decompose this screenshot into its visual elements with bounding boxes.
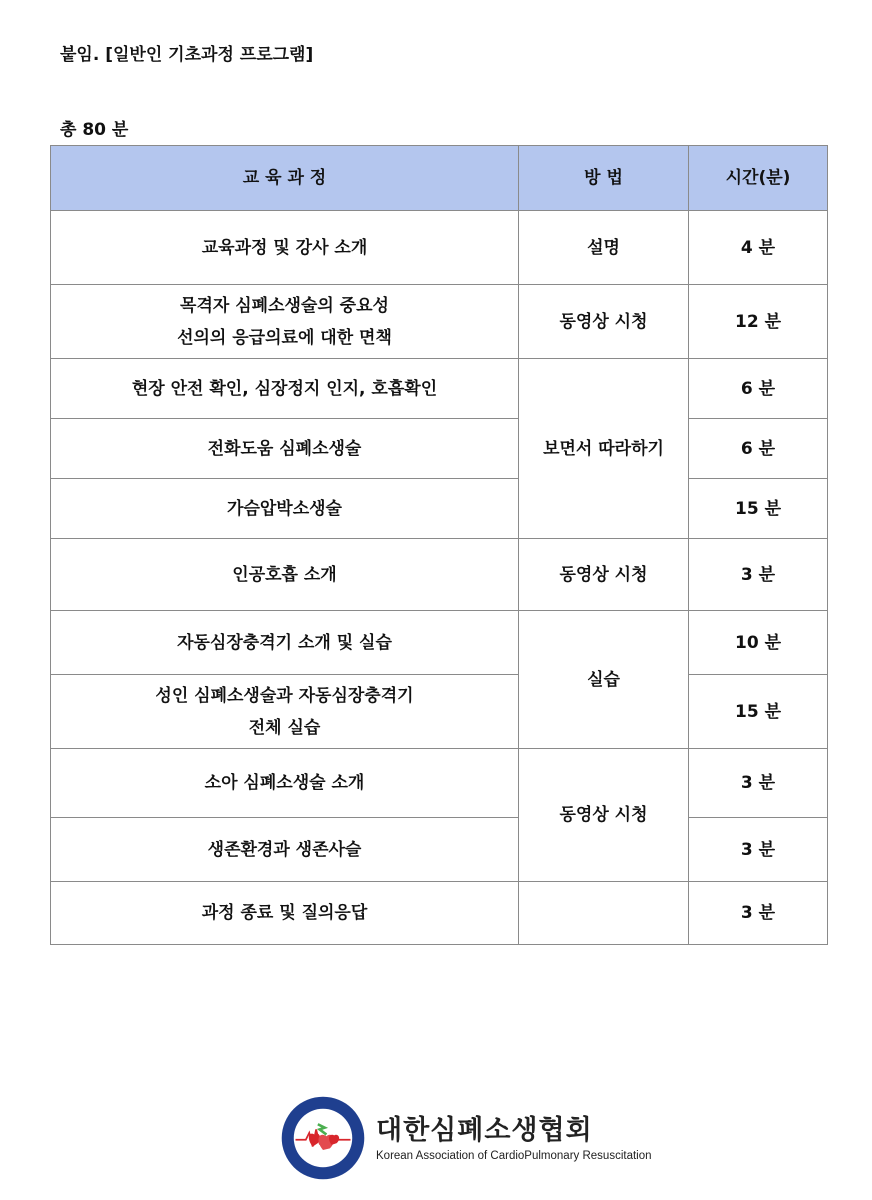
method-cell: 동영상 시청 (519, 285, 689, 359)
method-cell: 보면서 따라하기 (519, 359, 689, 539)
table-row (51, 675, 828, 749)
course-text: 소아 심폐소생술 소개 (204, 773, 365, 793)
time-cell: 3 분 (689, 539, 828, 611)
organization-logo (280, 1093, 652, 1183)
method-cell: 실습 (519, 611, 689, 749)
method-cell: 설명 (519, 211, 689, 285)
course-cell (51, 675, 519, 749)
course-cell (51, 611, 519, 675)
course-cell (51, 479, 519, 539)
table-row (51, 749, 828, 818)
column-header-method: 방 법 (519, 146, 689, 211)
course-cell (51, 211, 519, 285)
method-cell: 동영상 시청 (519, 749, 689, 882)
organization-name-english: Korean Association of CardioPulmonary Resuscitation (376, 1150, 652, 1162)
time-cell: 15 분 (689, 675, 828, 749)
course-text: 성인 심폐소생술과 자동심장충격기 (155, 685, 414, 706)
table-header-row (51, 146, 828, 211)
course-text: 자동심장충격기 소개 및 실습 (177, 632, 392, 653)
association-seal-icon (280, 1095, 366, 1181)
method-cell (519, 882, 689, 945)
program-table (50, 145, 828, 945)
table-row (51, 611, 828, 675)
column-header-course: 교 육 과 정 (51, 146, 519, 211)
course-text: 가슴압박소생술 (227, 498, 342, 519)
course-cell (51, 419, 519, 479)
course-text: 인공호흡 소개 (232, 564, 337, 585)
time-cell: 6 분 (689, 359, 828, 419)
method-cell: 동영상 시청 (519, 539, 689, 611)
table-row (51, 211, 828, 285)
course-text: 목격자 심폐소생술의 중요성 (180, 295, 389, 316)
course-text: 전화도움 심폐소생술 (207, 438, 362, 459)
course-cell (51, 818, 519, 882)
table-row (51, 419, 828, 479)
course-text: 생존환경과 생존사슬 (207, 839, 362, 860)
course-text: 교육과정 및 강사 소개 (201, 237, 368, 258)
table-row (51, 539, 828, 611)
time-cell: 10 분 (689, 611, 828, 675)
course-cell (51, 359, 519, 419)
organization-name: 대한심폐소생협회 (376, 1115, 593, 1146)
course-cell (51, 285, 519, 359)
course-text: 선의의 응급의료에 대한 면책 (177, 327, 392, 348)
course-cell (51, 882, 519, 945)
time-cell: 3 분 (689, 749, 828, 818)
course-text: 현장 안전 확인, 심장정지 인지, 호흡확인 (131, 378, 438, 399)
time-cell: 3 분 (689, 882, 828, 945)
table-row (51, 882, 828, 945)
time-cell: 15 분 (689, 479, 828, 539)
column-header-time: 시간(분) (689, 146, 828, 211)
course-cell (51, 749, 519, 818)
attachment-title: 붙임. [일반인 기초과정 프로그램] (60, 45, 314, 65)
course-text: 과정 종료 및 질의응답 (201, 903, 368, 923)
table-row (51, 285, 828, 359)
course-cell (51, 539, 519, 611)
table-row (51, 359, 828, 419)
total-time: 총 80 분 (60, 120, 129, 140)
time-cell: 4 분 (689, 211, 828, 285)
time-cell: 3 분 (689, 818, 828, 882)
time-cell: 6 분 (689, 419, 828, 479)
table-row (51, 479, 828, 539)
time-cell: 12 분 (689, 285, 828, 359)
course-text: 전체 실습 (248, 717, 321, 738)
table-row (51, 818, 828, 882)
